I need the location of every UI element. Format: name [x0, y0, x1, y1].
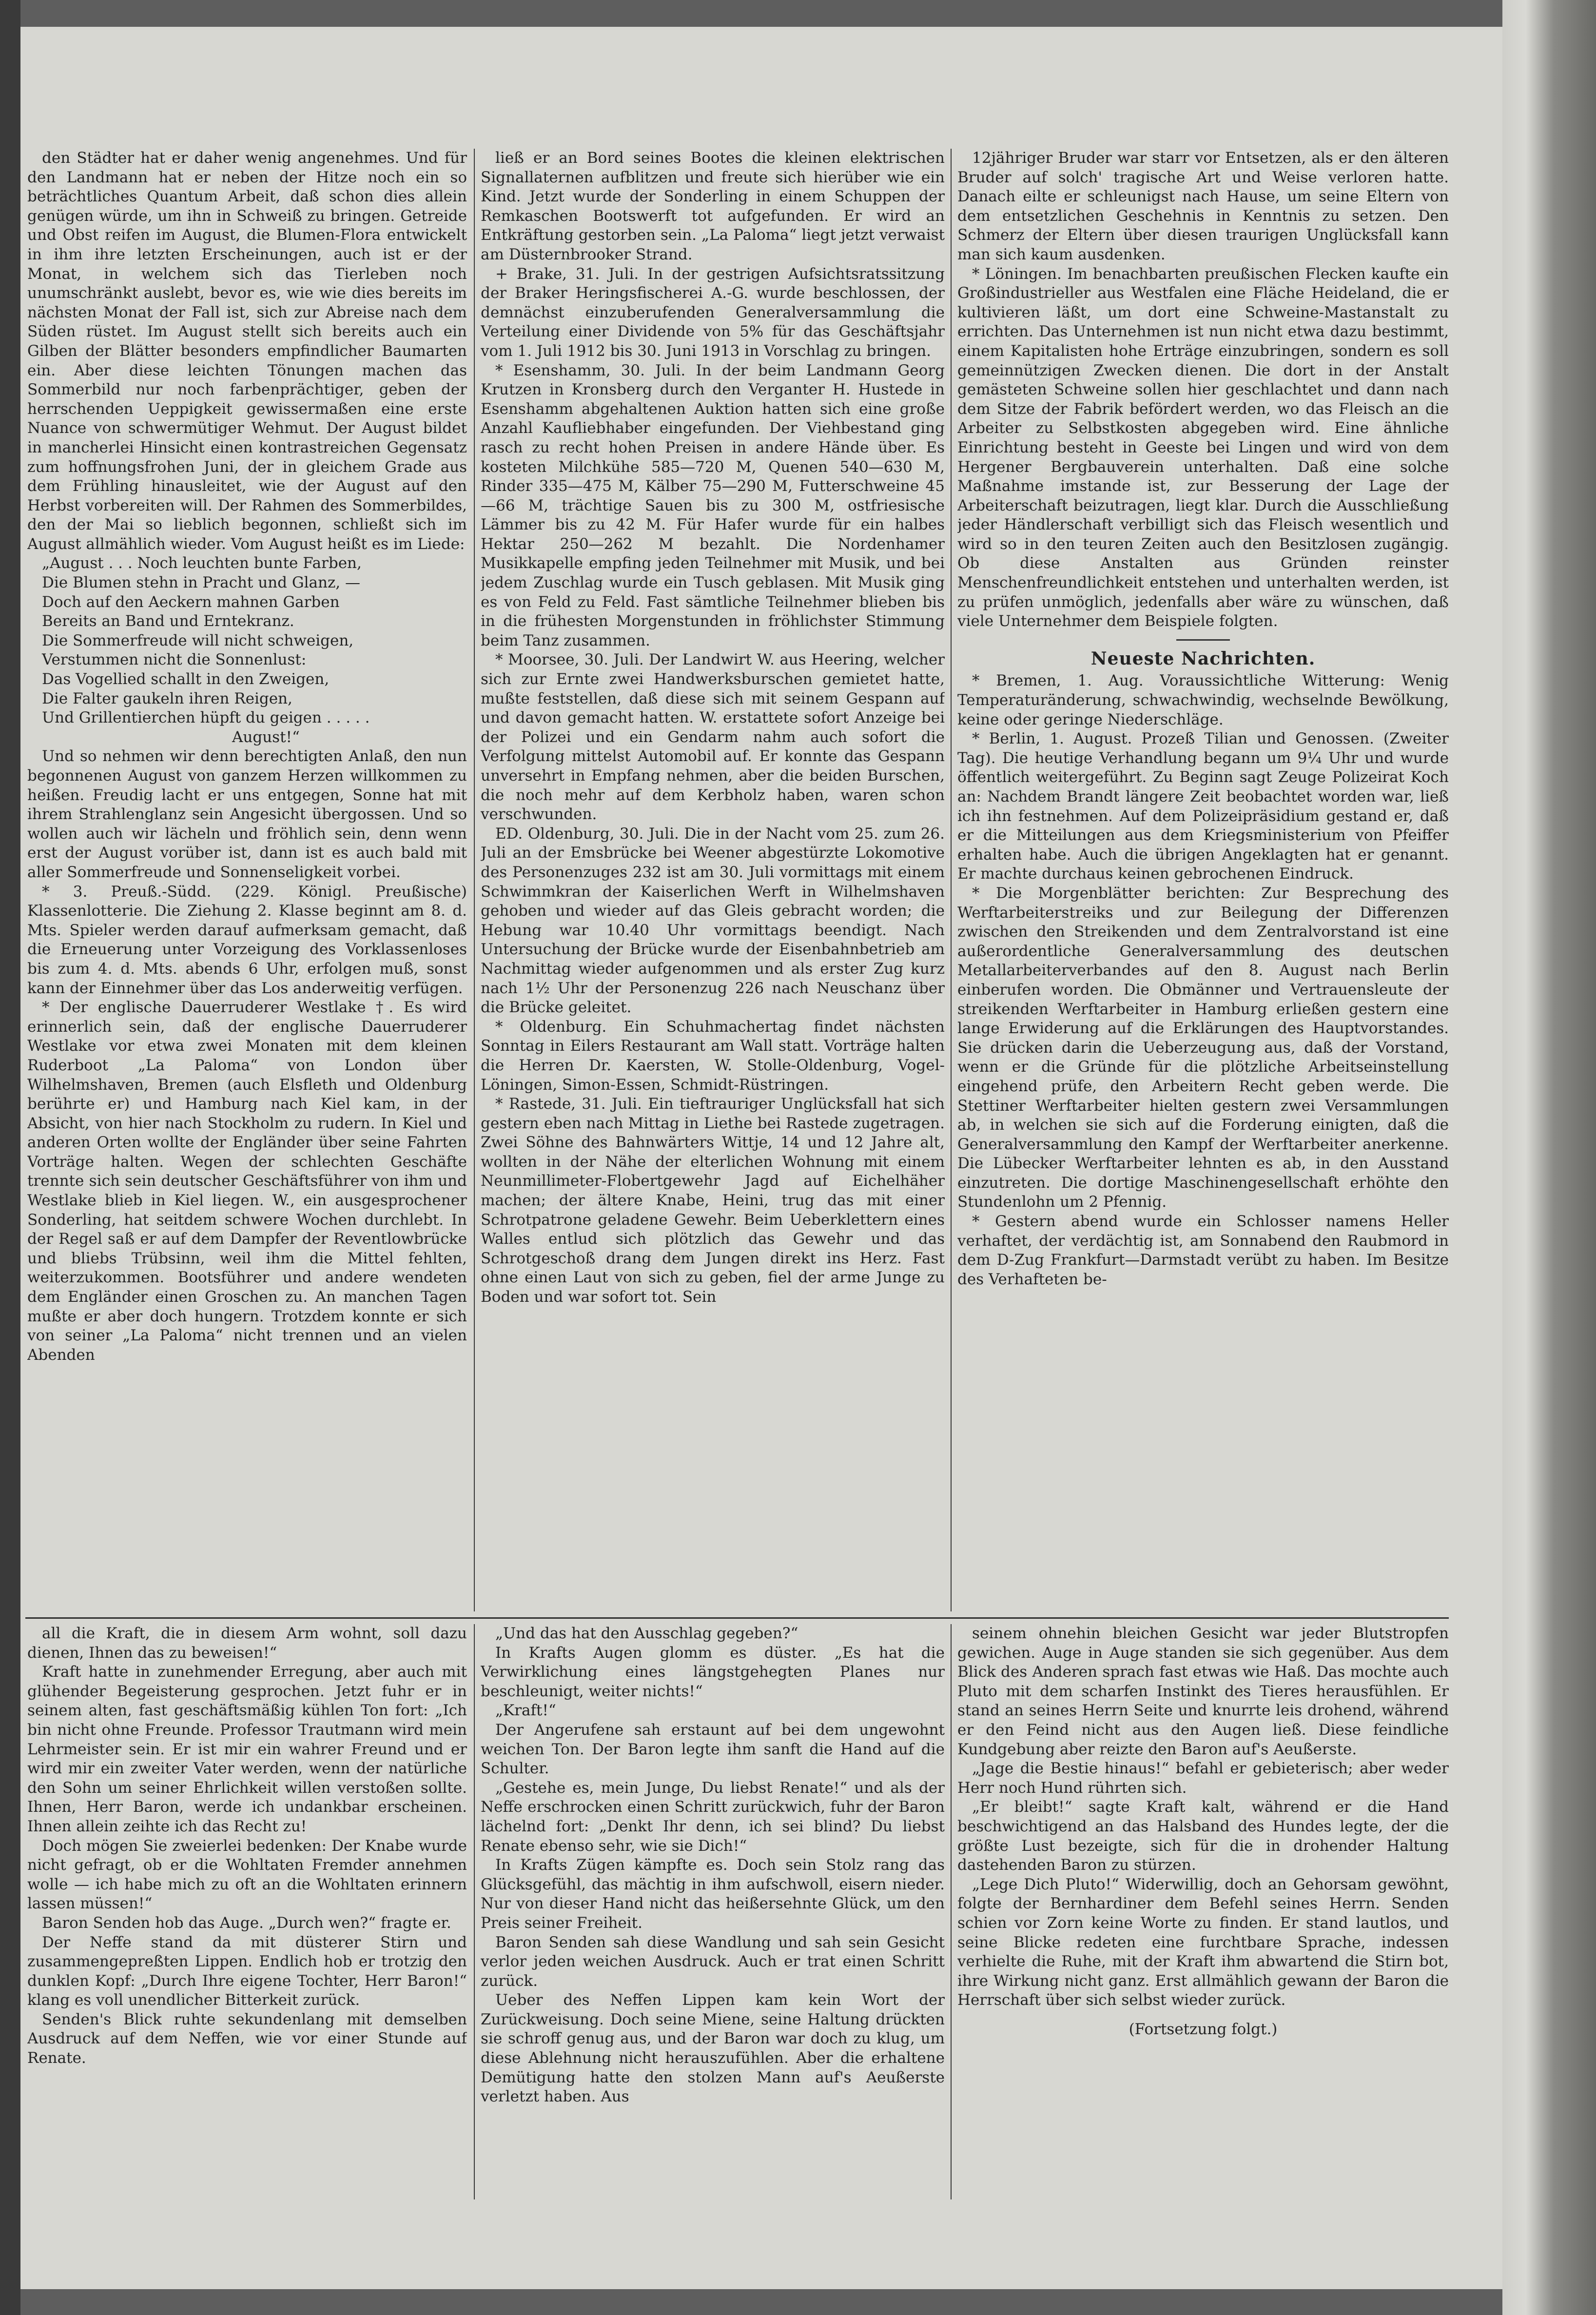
column-1	[27, 149, 467, 1611]
feuilleton-separator	[25, 1617, 1449, 1619]
novel-paragraph: Der Angerufene sah erstaunt auf bei dem ungewohnt weichen Ton. Der Baron legte ihm sanft die Hand auf die Schulter.	[481, 1721, 945, 1778]
poem-line: „August . . . Noch leuchten bunte Farben,	[42, 554, 362, 572]
continuation-note: (Fortsetzung folgt.)	[1129, 2020, 1278, 2038]
novel-paragraph: „Und das hat den Ausschlag gegeben?“	[495, 1625, 798, 1642]
novel-paragraph: Baron Senden hob das Auge. „Durch wen?“ fragte er.	[42, 1914, 451, 1932]
column-2	[481, 149, 945, 1611]
column-5	[481, 1624, 945, 2199]
poem-line: Das Vogellied schallt in den Zweigen,	[42, 670, 330, 688]
column-divider	[474, 1624, 475, 2199]
novel-paragraph: „Kraft!“	[495, 1702, 556, 1720]
article-oldenburg-schuhmachertag: * Oldenburg. Ein Schuhmachertag findet nächsten Sonntag in Eilers Restaurant am Wall statt. Vorträge halten die Herren Dr. Kaersten, W. Stolle-Oldenburg, Vogel-Löningen, Simon-Essen, Schmidt-Rüstringen.	[481, 1018, 945, 1094]
column-3	[957, 149, 1449, 1611]
article-august-intro: den Städter hat er daher wenig angenehmes. Und für den Landmann hat er neben der Hitze noch ein so beträchtliches Quantum Arbeit, daß schon dies allein genügen würde, um ihn in Schweiß zu bringen. Getreide und Obst reifen im August, die Blumen-Flora entwickelt in ihm ihre letzten Erscheinungen, auch ist er der Monat, in welchem sich das Tierleben noch unumschränkt auslebt, bevor es, wie wie dies bereits im nächsten Monat der Fall ist, sich zur Abreise nach dem Süden rüstet. Im August stellt sich bereits auch ein Gilben der Blätter besonders empfindlicher Baumarten ein. Aber diese leichten Tönungen machen das Sommerbild nur noch farbenprächtiger, geben der herrschenden Ueppigkeit gewissermaßen eine erste Nuance von schwermütiger Wehmut. Der August bildet in mancherlei Hinsicht einen kontrastreichen Gegensatz zum hoffnungsfrohen Juni, der in gleichem Grade aus dem Frühling hinausleitet, wie der August auf den Herbst vorbereiten will. Der Rahmen des Sommerbildes, den der Mai so lieblich begonnen, schließt sich im August allmählich wieder. Vom August heißt es im Liede:	[27, 149, 467, 553]
article-brake: + Brake, 31. Juli. In der gestrigen Aufsichtsratssitzung der Braker Heringsfischerei A.-G. wurde beschlossen, der demnächst einzuberufenden Generalversammlung die Verteilung einer Dividende von 5% für das Geschäftsjahr vom 1. Juli 1912 bis 30. Juni 1913 in Vorschlag zu bringen.	[481, 265, 945, 360]
novel-paragraph: Baron Senden sah diese Wandlung und sah sein Gesicht verlor jeden weichen Ausdruck. Auch er trat einen Schritt zurück.	[481, 1933, 945, 1990]
novel-paragraph: „Er bleibt!“ sagte Kraft kalt, während er die Hand beschwichtigend an das Halsband des Hundes legte, der die größte Lust bezeigte, sich für die in drohender Haltung dastehenden Baron zu stürzen.	[957, 1798, 1449, 1874]
poem-line: Bereits an Band und Erntekranz.	[42, 612, 294, 630]
novel-paragraph: „Jage die Bestie hinaus!“ befahl er gebieterisch; aber weder Herr noch Hund rührten sich.	[957, 1760, 1449, 1797]
poem-line: Die Sommerfreude will nicht schweigen,	[42, 631, 354, 649]
poem-line: Doch auf den Aeckern mahnen Garben	[42, 593, 340, 611]
article-august-outro: Und so nehmen wir denn berechtigten Anlaß, den nun begonnenen August von ganzem Herzen willkommen zu heißen. Freudig lacht er uns entgegen, Sonne hat mit ihrem Strahlenglanz sein Angesicht übergossen. Und so wollen auch wir lächeln und fröhlich sein, denn wenn erst der August vorüber ist, dann ist es auch bald mit aller Sommerfreude und Sonnenseligkeit vorbei.	[27, 747, 467, 881]
column-divider	[474, 149, 475, 1611]
novel-paragraph: „Gestehe es, mein Junge, Du liebst Renate!“ und als der Neffe erschrocken einen Schritt zurückwich, fuhr der Baron lächelnd fort: „Denkt Ihr denn, ich sei blind? Du liebst Renate ebenso sehr, wie sie Dich!“	[481, 1779, 945, 1855]
article-bremen-weather: * Bremen, 1. Aug. Voraussichtliche Witterung: Wenig Temperaturänderung, schwachwindig, wechselnde Bewölkung, keine oder geringe Niederschläge.	[957, 672, 1449, 728]
poem-line: Verstummen nicht die Sonnenlust:	[42, 651, 307, 669]
article-westlake-cont: ließ er an Bord seines Bootes die kleinen elektrischen Signallaternen aufblitzen und freute sich hierüber wie ein Kind. Jetzt wurde der Sonderling in einem Schuppen der Remkaschen Bootswerft tot aufgefunden. Er wird an Entkräftung gestorben sein. „La Paloma“ liegt jetzt verwaist am Düsternbrooker Strand.	[481, 149, 945, 263]
novel-paragraph: all die Kraft, die in diesem Arm wohnt, soll dazu dienen, Ihnen das zu beweisen!“	[27, 1625, 467, 1662]
novel-paragraph: Ueber des Neffen Lippen kam kein Wort der Zurückweisung. Doch seine Miene, seine Haltung drückten sie schroff genug aus, und der Baron war doch zu klug, um diese Ablehnung nicht herauszufühlen. Aber die erhaltene Demütigung hatte den stolzen Mann auf's Aeußerste verletzt haben. Aus	[481, 1991, 945, 2106]
newspaper-page	[20, 27, 1502, 2289]
column-divider	[951, 149, 952, 1611]
poem-line: Die Blumen stehn in Pracht und Glanz, —	[42, 574, 361, 592]
article-klassenlotterie: * 3. Preuß.-Südd. (229. Königl. Preußische) Klassenlotterie. Die Ziehung 2. Klasse beginnt am 8. d. Mts. Spieler werden darauf aufmerksam gemacht, daß die Erneuerung unter Vorzeigung des Vorklassenloses bis zum 4. d. Mts. abends 6 Uhr, erfolgen muß, sonst kann der Einnehmer über das Los anderweitig verfügen.	[27, 883, 467, 997]
article-rastede: * Rastede, 31. Juli. Ein tieftrauriger Unglücksfall hat sich gestern eben nach Mittag in Liethe bei Rastede zugetragen. Zwei Söhne des Bahnwärters Wittje, 14 und 12 Jahre alt, wollten in der Nähe der elterlichen Wohnung mit einem Neunmillimeter-Flobertgewehr Jagd auf Eichelhäher machen; der ältere Knabe, Heini, trug das mit einer Schrotpatrone geladene Gewehr. Beim Ueberklettern eines Walles entlud sich plötzlich das Gewehr und das Schrotgeschoß drang dem Jungen direkt ins Herz. Fast ohne einen Laut von sich zu geben, fiel der arme Junge zu Boden und war sofort tot. Sein	[481, 1095, 945, 1306]
section-separator	[1176, 639, 1230, 641]
novel-paragraph: Senden's Blick ruhte sekundenlang mit demselben Ausdruck auf dem Neffen, wie vor einer Stunde auf Renate.	[27, 2010, 467, 2067]
article-esenshamm: * Esenshamm, 30. Juli. In der beim Landmann Georg Krutzen in Kronsberg durch den Verganter H. Hustede in Esenshamm abgehaltenen Auktion hatten sich eine große Anzahl Kaufliebhaber eingefunden. Der Viehbestand ging rasch zu recht hohen Preisen in andere Hände über. Es kosteten Milchkühe 585—720 M, Quenen 540—630 M, Rinder 335—475 M, Kälber 75—290 M, Futterschweine 45—66 M, trächtige Sauen bis zu 300 M, ostfriesische Lämmer bis zu 42 M. Für Hafer wurde für ein halbes Hektar 250—262 M bezahlt. Die Nordenhamer Musikkapelle empfing jeden Teilnehmer mit Musik, und bei jedem Zuschlag wurde ein Tusch geblasen. Mit Musik ging es von Feld zu Feld. Fast sämtliche Teilnehmer blieben bis in die frühesten Morgenstunden in fröhlichster Stimmung beim Tanz zusammen.	[481, 361, 945, 649]
poem-line: Und Grillentierchen hüpft du geigen . . . . .	[42, 709, 370, 727]
article-werftarbeiterstreik: * Die Morgenblätter berichten: Zur Besprechung des Werftarbeiterstreiks und zur Beilegung der Differenzen zwischen den Streikenden und dem Zentralvorstand ist eine außerordentliche Generalversammlung des deutschen Metallarbeiterverbandes auf den 8. August nach Berlin einberufen worden. Die Obmänner und Vertrauensleute der streikenden Werftarbeiter in Hamburg erließen gestern eine lange Erwiderung auf die Erklärungen des Hauptvorstandes. Sie drücken darin die Ueberzeugung aus, daß der Vorstand, wenn er die Gründe für die plötzliche Arbeitseinstellung eingehend prüfe, den Arbeitern Recht geben werde. Die Stettiner Werftarbeiter hielten gestern zwei Versammlungen ab, in welchen sie sich auf die Forderung einigten, daß die Generalversammlung den Kampf der Werftarbeiter anerkenne. Die Lübecker Werftarbeiter lehnten es ab, in den Ausstand einzutreten. Die dortige Maschinengesellschaft erhöhte den Stundenlohn um 2 Pfennig.	[957, 884, 1449, 1211]
novel-paragraph: Kraft hatte in zunehmender Erregung, aber auch mit glühender Begeisterung gesprochen. Jetzt fuhr er in seinem alten, fast geschäftsmäßig kühlen Ton fort: „Ich bin nicht ohne Freunde. Professor Trautmann wird mein Lehrmeister sein. Er ist mir ein wahrer Freund und er wird mir ein zweiter Vater werden, wenn der natürliche den Sohn um seiner Ehrlichkeit willen verstoßen sollte. Ihnen, Herr Baron, werde ich undankbar erscheinen. Ihnen allein zeihte ich das Recht zu!	[27, 1663, 467, 1835]
poem-line: Die Falter gaukeln ihren Reigen,	[42, 689, 292, 707]
novel-paragraph: seinem ohnehin bleichen Gesicht war jeder Blutstropfen gewichen. Auge in Auge standen sie sich gegenüber. Aus dem Blick des Anderen sprach fast etwas wie Haß. Das mochte auch Pluto mit dem scharfen Instinkt des Tieres herausfühlen. Er stand an seines Herrn Seite und knurrte leis drohend, während er den Feind nicht aus den Augen ließ. Diese feindliche Kundgebung aber reizte den Baron auf's Aeußerste.	[957, 1625, 1449, 1758]
previous-page-edge	[0, 0, 20, 2315]
article-oldenburg-lokomotive: ED. Oldenburg, 30. Juli. Die in der Nacht vom 25. zum 26. Juli an der Emsbrücke bei Weener abgestürzte Lokomotive des Personenzuges 232 ist am 30. Juli vormittags mit einem Schwimmkran der Kaiserlichen Werft in Wilhelmshaven gehoben und wieder auf das Gleis gebracht worden; die Hebung war 10.40 Uhr vormittags beendigt. Nach Untersuchung der Brücke wurde der Eisenbahnbetrieb am Nachmittag wieder aufgenommen und als erster Zug kurz nach 1½ Uhr der Personenzug 226 nach Neuschanz über die Brücke geleitet.	[481, 824, 945, 1017]
section-heading-neueste-nachrichten: Neueste Nachrichten.	[1090, 648, 1316, 669]
article-raubmord: * Gestern abend wurde ein Schlosser namens Heller verhaftet, der verdächtig ist, am Sonnabend den Raubmord in dem D-Zug Frankfurt—Darmstadt verübt zu haben. Im Besitze des Verhafteten be-	[957, 1213, 1449, 1288]
page-edge-shadow	[1502, 0, 1596, 2315]
article-moorsee: * Moorsee, 30. Juli. Der Landwirt W. aus Heering, welcher sich zur Ernte zwei Handwerksburschen gemietet hatte, mußte feststellen, daß diese sich mit seinem Gespann auf und davon gemacht hatten. W. erstattete sofort Anzeige bei der Polizei und ein Gendarm nahm auch sofort die Verfolgung mittelst Automobil auf. Er konnte das Gespann unversehrt in Empfang nehmen, aber die beiden Burschen, die noch mehr auf dem Kerbholz haben, waren schon verschwunden.	[481, 651, 945, 824]
article-westlake: * Der englische Dauerruderer Westlake †. Es wird erinnerlich sein, daß der englische Dauerruderer Westlake vor etwa zwei Monaten mit dem kleinen Ruderboot „La Paloma“ von London über Wilhelmshaven, Bremen (auch Elsfleth und Oldenburg berührte er) und Hamburg nach Kiel kam, in der Absicht, von hier nach Stockholm zu rudern. In Kiel und anderen Orten wollte der Engländer über seine Fahrten Vorträge halten. Wegen der schlechten Geschäfte trennte sich sein deutscher Geschäftsführer von ihm und Westlake blieb in Kiel liegen. W., ein ausgesprochener Sonderling, hat seitdem schwere Wochen durchlebt. In der Regel saß er auf dem Dampfer der Reventlowbrücke und bliebs Trübsinn, weil ihm die Mittel fehlten, weiterzukommen. Bootsführer und andere wendeten dem Engländer einen Groschen zu. An manchen Tagen mußte er aber doch hungern. Trotzdem konnte er sich von seiner „La Paloma“ nicht trennen und an vielen Abenden	[27, 999, 467, 1364]
novel-paragraph: „Lege Dich Pluto!“ Widerwillig, doch an Gehorsam gewöhnt, folgte der Bernhardiner dem Befehl seines Herrn. Senden schien vor Zorn keine Worte zu finden. Er stand lautlos, und seine Blicke redeten eine furchtbare Sprache, indessen verhielte die Ruhe, mit der Kraft ihm abwartend die Stirn bot, ihre Wirkung nicht ganz. Erst allmählich gewann der Baron die Herrschaft über sich selbst wieder zurück.	[957, 1875, 1449, 2009]
novel-paragraph: Der Neffe stand da mit düsterer Stirn und zusammengepreßten Lippen. Endlich hob er trotzig den dunklen Kopf: „Durch Ihre eigene Tochter, Herr Baron!“ klang es voll unendlicher Bitterkeit zurück.	[27, 1933, 467, 2009]
article-berlin-prozess: * Berlin, 1. August. Prozeß Tilian und Genossen. (Zweiter Tag). Die heutige Verhandlung begann um 9¼ Uhr und wurde öffentlich weitergeführt. Zu Beginn sagt Zeuge Polizeirat Koch an: Nachdem Brandt längere Zeit beobachtet worden war, ließ ich ihn festnehmen. Auf dem Polizeipräsidium gestand er, daß er die Mitteilungen aus dem Kriegsministerium von Pfeiffer erhalten habe. Auch die übrigen Angeklagten hat er genannt. Er machte durchaus keinen gebrochenen Eindruck.	[957, 730, 1449, 883]
novel-paragraph: Doch mögen Sie zweierlei bedenken: Der Knabe wurde nicht gefragt, ob er die Wohltaten Fremder annehmen wolle — ich habe mich zu oft an die Wohltaten erinnern lassen müssen!“	[27, 1837, 467, 1913]
novel-paragraph: In Krafts Zügen kämpfte es. Doch sein Stolz rang das Glücksgefühl, das mächtig in ihm aufschwoll, eisern nieder. Nur von dieser Hand nicht das heißersehnte Glück, um den Preis seiner Freiheit.	[481, 1856, 945, 1932]
article-rastede-cont: 12jähriger Bruder war starr vor Entsetzen, als er den älteren Bruder auf solch' tragische Art und Weise verloren hatte. Danach eilte er schleunigst nach Hause, um seine Eltern von dem entsetzlichen Geschehnis in Kenntnis zu setzen. Den Schmerz der Eltern über diesen traurigen Unglücksfall kann man sich kaum ausdenken.	[957, 149, 1449, 263]
article-loeningen: * Löningen. Im benachbarten preußischen Flecken kaufte ein Großindustrieller aus Westfalen eine Fläche Heideland, die er kultivieren läßt, um dort eine Schweine-Mastanstalt zu errichten. Das Unternehmen ist nun nicht etwa dazu bestimmt, einem Kapitalisten hohe Erträge einzubringen, sondern es soll gemeinnützigen Zwecken dienen. Die dort in der Anstalt gemästeten Schweine sollen hier geschlachtet und dann nach dem Sitze der Fabrik befördert werden, wo das Fleisch an die Arbeiter zu Selbstkosten abgegeben wird. Eine ähnliche Einrichtung besteht in Geeste bei Lingen und wird von dem Hergener Bergbauverein unterhalten. Daß eine solche Maßnahme imstande ist, zur Besserung der Lage der Arbeiterschaft beizutragen, liegt klar. Durch die Ausschließung jeder Händlerschaft verbilligt sich das Fleisch wesentlich und wird so in den teuren Zeiten auch den Besitzlosen zugängig. Ob diese Anstalten aus Gründen reinster Menschenfreundlichkeit entstehen und unterhalten werden, ist zu prüfen unmöglich, jedenfalls aber wäre zu wünschen, daß viele Unternehmer dem Beispiele folgten.	[957, 265, 1449, 630]
column-4	[27, 1624, 467, 2199]
novel-paragraph: In Krafts Augen glomm es düster. „Es hat die Verwirklichung eines längstgehegten Planes nur beschleunigt, weiter nichts!“	[481, 1644, 945, 1700]
poem-line: August!“	[232, 728, 300, 746]
column-6	[957, 1624, 1449, 2199]
column-divider	[951, 1624, 952, 2199]
